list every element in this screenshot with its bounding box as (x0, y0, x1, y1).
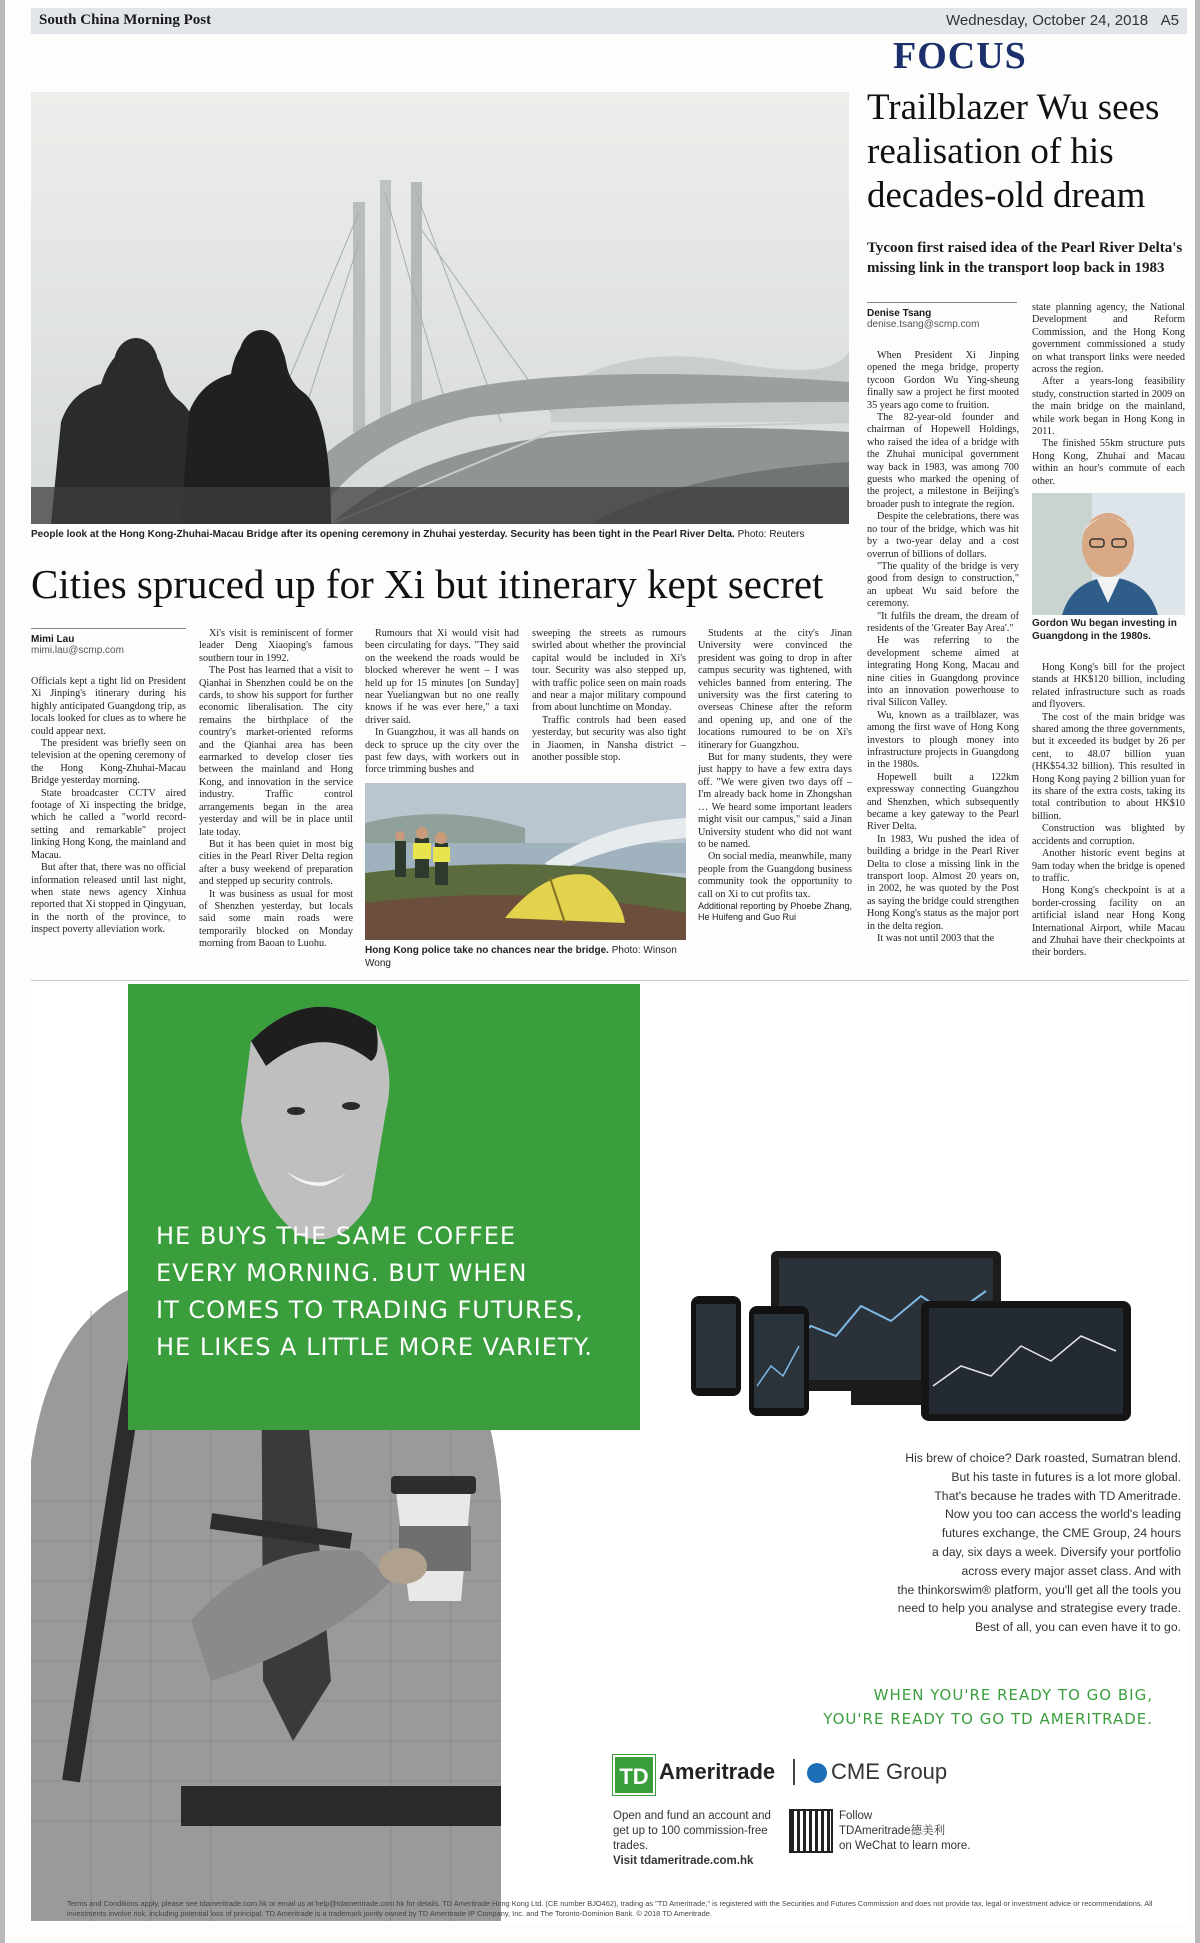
masthead (31, 8, 1187, 34)
newspaper-page (5, 0, 1195, 1943)
td-logo-icon: TD (613, 1755, 655, 1795)
main-photo-caption: People look at the Hong Kong-Zhuhai-Macau Bridge after its opening ceremony in Zhuhai yesterday. Security has been tight in the Pearl River Delta. Photo: Reuters (31, 529, 805, 540)
additional-reporting: Additional reporting by Phoebe Zhang, He Huifeng and Guo Rui (698, 900, 852, 922)
gordon-wu-portrait (1032, 493, 1185, 615)
publication-name: South China Morning Post (39, 12, 212, 28)
story2-email: mimi.lau@scmp.com (31, 645, 124, 656)
wechat-follow-text: Follow TDAmeritrade德美利 on WeChat to learn more. (839, 1810, 971, 1852)
logo-divider (793, 1759, 795, 1785)
ad-tagline: WHEN YOU'RE READY TO GO BIG, YOU'RE READY TO GO TD AMERITRADE. (823, 1686, 1153, 1728)
open-account-text: Open and fund an account and get up to 100 commission-free trades. Visit tdameritrade.com.hk (613, 1810, 771, 1867)
story1-deck: Tycoon first raised idea of the Pearl River Delta's missing link in the transport loop back in 1983 (867, 240, 1183, 276)
portrait-illustration (1032, 493, 1185, 615)
bridge-illustration (31, 92, 849, 524)
story2-byline-rule (31, 628, 186, 629)
story1-byline: Denise Tsang (867, 308, 932, 319)
story1-col2-top: state planning agency, the National Development and Reform Commission, and the Hong Kong government commissioned a study on what transport links were needed across the region. After a years-long feasibility study, construction started in 2009 on the main bridge on the mainland, while work began in Hong Kong in 2011. The finished 55km structure puts Hong Kong, Zhuhai and Macau within an hour's commute of each other. (1032, 302, 1185, 487)
story2-col5: Students at the city's Jinan University were convinced the president was going to drop in after campus security was tightened, with vehicles banned from entering. The university was the first catering to overseas Chinese after the reform and opening up, and one of the locations rumoured to be on Xi's itinerary for Guangzhou. But for many students, they were just happy to have a few extra days off. "We were given two days off – I'm already back home in Zhongshan … We heard some important leaders might visit our campus," said a Jinan University student who did not want to be named. On social media, meanwhile, many people from the Guangdong business community took the opportunity to call on Xi to cut profits tax. Additional reporting by Phoebe Zhang, He Huifeng and Guo Rui (698, 628, 852, 922)
story2-byline-block (31, 634, 186, 656)
ad-fine-print: Terms and Conditions apply, please see tdameritrade.com.hk or email us at help@tdameritrade.com.hk for details. TD Ameritrade Hong Kong Ltd. (CE number BJO462), trading as "TD Ameritrade," is registered with the Securities and Futures Commission and does not provide tax, legal or investment advice or recommendations. All investments involve risk, including potential loss of principal. TD Ameritrade is a trademark jointly owned by TD Ameritrade IP Company, Inc. and The Toronto-Dominion Bank. © 2018 TD Ameritrade. (67, 1899, 1153, 1918)
portrait-caption: Gordon Wu began investing in Guangdong in the 1980s. (1032, 618, 1177, 642)
issue-date: Wednesday, October 24, 2018 A5 (946, 12, 1179, 29)
story2-col2: Xi's visit is reminiscent of former leader Deng Xiaoping's famous southern tour in 1992. The Post has learned that a visit to Qianhai in Shenzhen could be on the cards, to show his support for further economic liberalisation. The city remains the birthplace of the country's market-oriented reforms and the Qianhai area has been earmarked to develop closer ties between the mainland and Hong Kong, and innovation in the service industry. Traffic control arrangements began in the area yesterday and will be in place until late today. But it has been quiet in most big cities in the Pearl River Delta region after a busy weekend of preparation and stepped up security controls. It was business as usual for most of Shenzhen yesterday, but locals said some main roads were temporarily blocked on Monday morning from Baoan to Luohu. (199, 628, 353, 950)
cme-group-wordmark: CME Group (831, 1759, 948, 1784)
police-photo-caption: Hong Kong police take no chances near the bridge. Photo: Winson Wong (365, 945, 677, 969)
bridge-photo (31, 92, 849, 524)
story2-col3: Rumours that Xi would visit had been circulating for days. "They said on the weekend the roads would be blocked wherever he went – I was held up for 15 minutes [on Sunday] near Yueliangwan but no one really knows if he was ever here," a taxi driver said. In Guangzhou, it was all hands on deck to spruce up the city over the past few days, with workers out in force trimming bushes and (365, 628, 519, 776)
story1-email: denise.tsang@scmp.com (867, 319, 980, 330)
story2-headline: Cities spruced up for Xi but itinerary kept secret (31, 561, 824, 607)
police-illustration (365, 783, 686, 940)
story1-headline: Trailblazer Wu sees realisation of his decades-old dream (867, 87, 1160, 216)
story2-byline: Mimi Lau (31, 634, 75, 645)
ad-body-copy: His brew of choice? Dark roasted, Sumatran blend. But his taste in futures is a lot more global. That's because he trades with TD Ameritrade. Now you too can access the world's leading futures exchange, the CME Group, 24 hours a day, six days a week. Diversify your portfolio across every major asset class. And with the thinkorswim® platform, you'll get all the tools you need to help you analyse and strategise every trade. Best of all, you can even have it to go. (897, 1451, 1181, 1635)
cme-globe-icon (807, 1763, 827, 1783)
wechat-qr-code (789, 1809, 833, 1853)
story2-col1: Officials kept a tight lid on President Xi Jinping's itinerary during his highly anticipated Guangdong trip, as locals looked for clues as to where he could appear next. The president was briefly seen on television at the opening ceremony of the Hong Kong-Zhuhai-Macau Bridge yesterday morning. State broadcaster CCTV aired footage of Xi inspecting the bridge, which he called a "world record-setting and remarkable" project linking Hong Kong, the mainland and Macau. But after that, there was no official information released until last night, when state news agency Xinhua reported that Xi stopped in Qingyuan, in the north of the province, to inspect poverty alleviation work. (31, 676, 186, 936)
story1-byline-block (867, 308, 1017, 330)
story2-col4: sweeping the streets as rumours swirled about whether the provincial capital would be included in Xi's tour. Security was also stepped up, with traffic police seen on main roads and near a major military compound from about lunchtime on Monday. Traffic controls had been eased yesterday, but security was also tight in Jiaomen, in Nansha district – another possible stop. (532, 628, 686, 764)
ameritrade-wordmark: Ameritrade (659, 1759, 776, 1784)
trading-devices-illustration (661, 1246, 1161, 1426)
td-ameritrade-ad (31, 980, 1189, 1925)
section-title: FOCUS (893, 35, 1027, 77)
police-photo (365, 783, 686, 940)
ad-headline: HE BUYS THE SAME COFFEE EVERY MORNING. BUT WHEN IT COMES TO TRADING FUTURES, HE LIKES A LITTLE MORE VARIETY. (156, 1222, 593, 1361)
byline-rule (867, 302, 1017, 303)
story1-col2-bottom: Hong Kong's bill for the project stands at HK$120 billion, including related infrastructure such as roads and flyovers. The cost of the main bridge was shared among the three governments, but it exceeded its budget by 26 per cent, to 48.07 billion yuan (HK$54.32 billion). This resulted in Hong Kong paying 2 billion yuan for its share of the extra costs, taking its total contribution to about HK$10 billion. Construction was blighted by accidents and corruption. Another historic event begins at 9am today when the bridge is opened to traffic. Hong Kong's checkpoint is at a border-crossing facility on an artificial island near Hong Kong International Airport, while Macau and Zhuhai have their checkpoints at their borders. (1032, 662, 1185, 959)
story1-col1: When President Xi Jinping opened the mega bridge, property tycoon Gordon Wu Ying-sheung finally saw a project he first mooted 35 years ago come to fruition. The 82-year-old founder and chairman of Hopewell Holdings, who raised the idea of a bridge with the Zhuhai municipal government way back in 1983, was among 700 guests who marked the opening of the project, a milestone in Beijing's broader push to integrate the region. Despite the celebrations, there was no tour of the bridge, which was hit by a two-year delay and a cost overrun of billions of dollars. "The quality of the bridge is very good from design to construction," an upbeat Wu said before the ceremony. "It fulfils the dream, the dream of residents of the 'Greater Bay Area'." He was referring to the development scheme aimed at integrating Hong Kong, Macau and nine cities in Guangdong province into an innovation powerhouse to rival Silicon Valley. Wu, known as a trailblazer, was among the first wave of Hong Kong investors to plough money into infrastructure projects in Guangdong in the 1980s. Hopewell built a 122km expressway connecting Guangzhou and Shenzhen, which subsequently became a key gateway to the Pearl River Delta. In 1983, Wu pushed the idea of building a bridge in the Pearl River Delta to close a missing link in the transport loop. Almost 20 years on, in 2002, he was quoted by the Post as saying the bridge could strengthen Hong Kong's status as the major port in the delta region. It was not until 2003 that the (867, 350, 1019, 945)
